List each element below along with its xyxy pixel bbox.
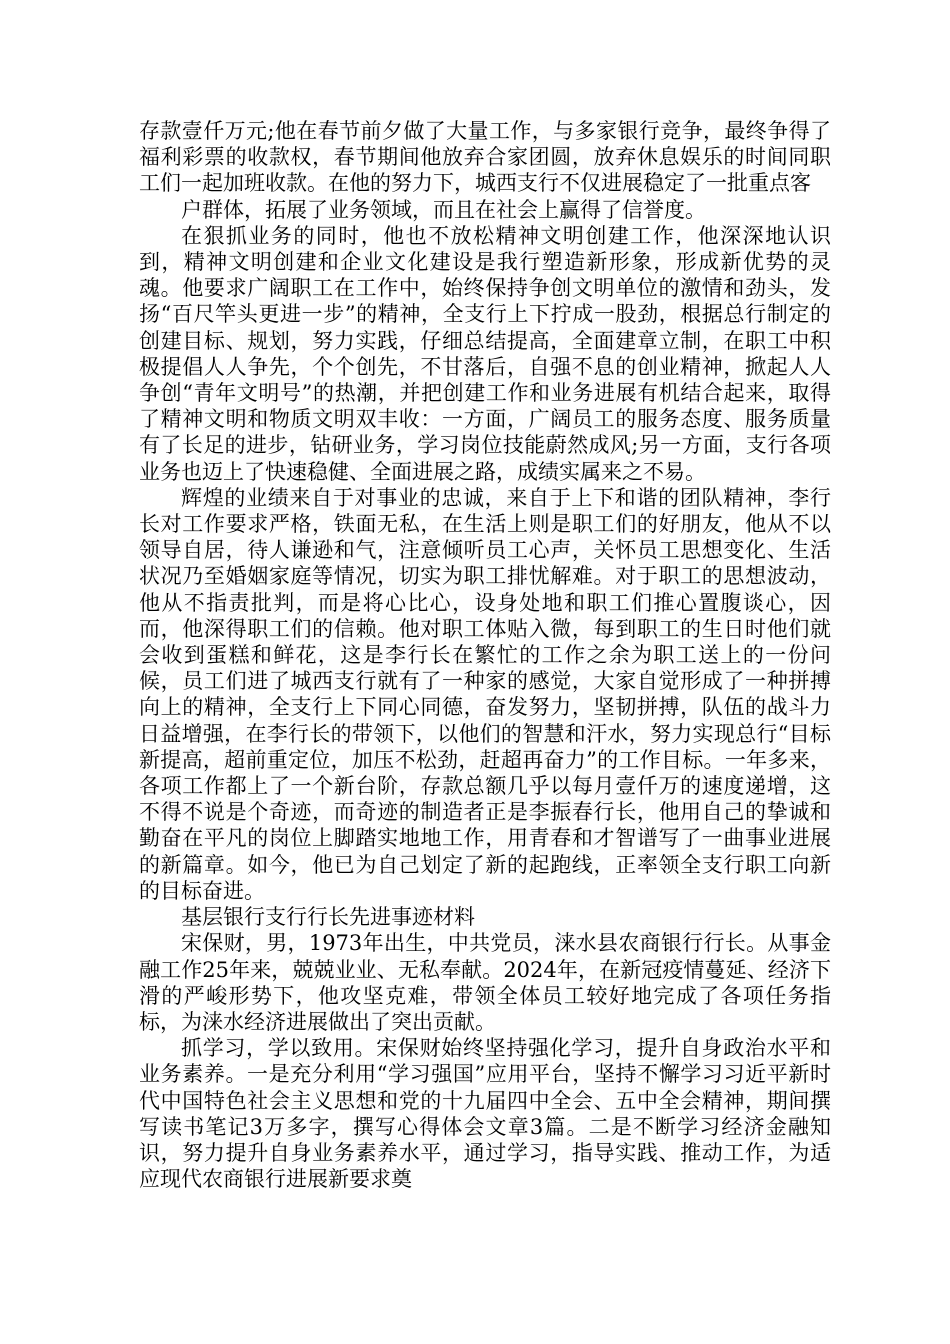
paragraph-1: 存款壹仟万元;他在春节前夕做了大量工作，与多家银行竞争，最终争得了福利彩票的收款权，春节期间他放弃合家团圆，放弃休息娱乐的时间同职工们一起加班收款。在他的努力下，城西支行不仅进展稳定了一批重点客	[139, 119, 831, 196]
section-title: 基层银行支行行长先进事迹材料	[181, 905, 475, 930]
paragraph-7: 抓学习，学以致用。宋保财始终坚持强化学习，提升自身政治水平和业务素养。一是充分利用“学习强国”应用平台，坚持不懈学习习近平新时代中国特色社会主义思想和党的十九届四中全会、五中全会精神，期间撰写读书笔记3万多字，撰写心得体会文章3篇。二是不断学习经济金融知识，努力提升自身业务素养水平，通过学习，指导实践、推动工作，为适应现代农商银行进展新要求奠	[139, 1036, 831, 1192]
paragraph-4: 辉煌的业绩来自于对事业的忠诚，来自于上下和谐的团队精神，李行长对工作要求严格，铁面无私，在生活上则是职工们的好朋友，他从不以领导自居，待人谦逊和气，注意倾听员工心声，关怀员工思想变化、生活状况乃至婚姻家庭等情况，切实为职工排忧解难。对于职工的思想波动，他从不指责批判，而是将心比心，设身处地和职工们推心置腹谈心，因而，他深得职工们的信赖。他对职工体贴入微，每到职工的生日时他们就会收到蛋糕和鲜花，这是李行长在繁忙的工作之余为职工送上的一份问候，员工们进了城西支行就有了一种家的感觉，大家自觉形成了一种拼搏向上的精神，全支行上下同心同德，奋发努力，坚韧拼搏，队伍的战斗力日益增强，在李行长的带领下，以他们的智慧和汗水，努力实现总行“目标新提高，超前重定位，加压不松劲，赶超再奋力”的工作目标。一年多来，各项工作都上了一个新台阶，存款总额几乎以每月壹仟万的速度递增，这不得不说是个奇迹，而奇迹的制造者正是李振春行长，他用自己的挚诚和勤奋在平凡的岗位上脚踏实地地工作，用青春和才智谱写了一曲事业进展的新篇章。如今，他已为自己划定了新的起跑线，正率领全支行职工向新的目标奋进。	[139, 485, 831, 903]
paragraph-3: 在狠抓业务的同时，他也不放松精神文明创建工作，他深深地认识到，精神文明创建和企业文化建设是我行塑造新形象，形成新优势的灵魂。他要求广阔职工在工作中，始终保持争创文明单位的激情和劲头，发扬“百尺竿头更进一步”的精神，全支行上下拧成一股劲，根据总行制定的创建目标、规划，努力实践，仔细总结提高，全面建章立制，在职工中积极提倡人人争先，个个创先，不甘落后，自强不息的创业精神，掀起人人争创“青年文明号”的热潮，并把创建工作和业务进展有机结合起来，取得了精神文明和物质文明双丰收：一方面，广阔员工的服务态度、服务质量有了长足的进步，钻研业务，学习岗位技能蔚然成风;另一方面，支行各项业务也迈上了快速稳健、全面进展之路，成绩实属来之不易。	[139, 223, 831, 484]
paragraph-2: 户群体，拓展了业务领域，而且在社会上赢得了信誉度。	[181, 197, 706, 222]
document-body	[139, 118, 831, 1192]
paragraph-6: 宋保财，男，1973年出生，中共党员，涞水县农商银行行长。从事金融工作25年来，兢兢业业、无私奉献。2024年，在新冠疫情蔓延、经济下滑的严峻形势下，他攻坚克难，带领全体员工较好地完成了各项任务指标，为涞水经济进展做出了突出贡献。	[139, 931, 831, 1034]
